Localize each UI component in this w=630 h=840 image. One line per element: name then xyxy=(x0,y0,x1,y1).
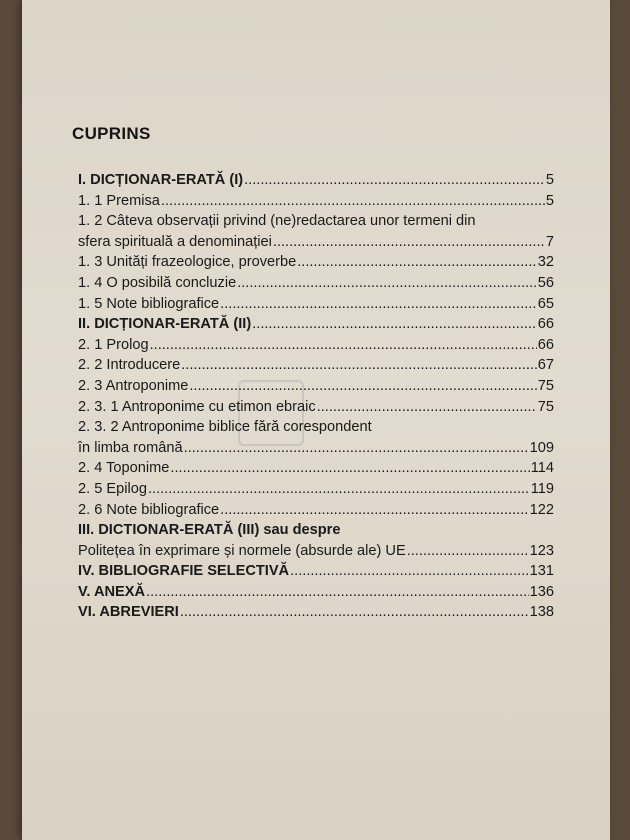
leader-dots xyxy=(184,438,529,459)
toc-entry xyxy=(78,397,554,418)
toc-entry xyxy=(78,582,554,603)
toc-entry-title: 1. 4 O posibilă concluzie xyxy=(78,274,237,291)
leader-dots xyxy=(146,582,529,603)
toc-entry-title: în limba română xyxy=(78,439,183,456)
leader-dots xyxy=(407,541,529,562)
toc-entry-page: 32 xyxy=(537,254,554,271)
toc-entry-title: sfera spirituală a denominației xyxy=(78,233,272,250)
toc-entry-title: 2. 3. 1 Antroponime cu etimon ebraic xyxy=(78,398,316,415)
toc-entry-title-line: 2. 3. 2 Antroponime biblice fără corespondent xyxy=(78,419,372,436)
toc-entry xyxy=(78,273,554,294)
toc-entry-page: 7 xyxy=(545,233,554,250)
toc-entry-page: 5 xyxy=(545,192,554,209)
page-title: CUPRINS xyxy=(72,124,151,143)
toc-entry xyxy=(78,170,554,191)
toc-entry-title: 2. 4 Toponime xyxy=(78,460,170,477)
toc-entry xyxy=(78,191,554,212)
toc-entry-page: 75 xyxy=(537,398,554,415)
toc-entry-page: 66 xyxy=(537,336,554,353)
toc-entry-page: 136 xyxy=(529,583,554,600)
toc-entry-title: 2. 2 Introducere xyxy=(78,357,181,374)
toc-entry-page: 56 xyxy=(537,274,554,291)
toc-entry-title: 1. 1 Premisa xyxy=(78,192,160,209)
toc-entry xyxy=(78,211,554,252)
toc-entry-title: Politețea în exprimare și normele (absurde ale) UE xyxy=(78,542,406,559)
toc-entry xyxy=(78,355,554,376)
toc-entry-page: 5 xyxy=(545,172,554,188)
leader-dots xyxy=(220,294,537,315)
toc-entry-page: 114 xyxy=(530,460,554,477)
leader-dots xyxy=(181,355,537,376)
toc-entry-title: V. ANEXĂ xyxy=(78,583,146,600)
table-of-contents xyxy=(78,170,554,623)
toc-entry xyxy=(78,252,554,273)
leader-dots xyxy=(189,376,536,397)
leader-dots xyxy=(237,273,537,294)
toc-entry-page: 138 xyxy=(529,604,554,621)
toc-entry xyxy=(78,479,554,500)
toc-entry-title: 2. 6 Note bibliografice xyxy=(78,501,220,518)
leader-dots xyxy=(180,602,529,623)
toc-entry xyxy=(78,520,554,561)
toc-entry-page: 119 xyxy=(530,480,554,497)
toc-entry-page: 65 xyxy=(537,295,554,312)
toc-entry-title: 2. 3 Antroponime xyxy=(78,377,189,394)
toc-entry xyxy=(78,602,554,623)
toc-entry-title: I. DICȚIONAR-ERATĂ (I) xyxy=(78,172,244,188)
toc-entry xyxy=(78,458,554,479)
toc-entry-page: 122 xyxy=(529,501,554,518)
toc-entry xyxy=(78,335,554,356)
toc-entry-title: II. DICȚIONAR-ERATĂ (II) xyxy=(78,316,252,333)
leader-dots xyxy=(244,170,545,191)
leader-dots xyxy=(297,252,537,273)
leader-dots xyxy=(317,397,537,418)
toc-entry-title: 2. 5 Epilog xyxy=(78,480,147,497)
toc-entry-page: 66 xyxy=(537,316,554,333)
toc-entry-title-line: III. DICTIONAR-ERATĂ (III) sau despre xyxy=(78,522,341,539)
leader-dots xyxy=(150,335,537,356)
toc-entry-title: 1. 3 Unități frazeologice, proverbe xyxy=(78,254,297,271)
toc-entry xyxy=(78,294,554,315)
leader-dots xyxy=(148,479,530,500)
toc-entry xyxy=(78,417,554,458)
leader-dots xyxy=(161,191,545,212)
leader-dots xyxy=(220,500,528,521)
toc-entry xyxy=(78,500,554,521)
toc-entry-page: 75 xyxy=(537,377,554,394)
toc-entry xyxy=(78,376,554,397)
toc-entry-page: 131 xyxy=(529,563,554,580)
toc-entry xyxy=(78,561,554,582)
toc-entry xyxy=(78,314,554,335)
leader-dots xyxy=(170,458,529,479)
toc-entry-title: IV. BIBLIOGRAFIE SELECTIVĂ xyxy=(78,563,290,580)
toc-entry-page: 123 xyxy=(529,542,554,559)
leader-dots xyxy=(273,232,545,253)
toc-entry-title: VI. ABREVIERI xyxy=(78,604,179,621)
toc-entry-page: 109 xyxy=(529,439,554,456)
toc-entry-title: 2. 1 Prolog xyxy=(78,336,149,353)
leader-dots xyxy=(290,561,529,582)
toc-entry-title-line: 1. 2 Câteva observații privind (ne)redactarea unor termeni din xyxy=(78,213,476,230)
toc-entry-title: 1. 5 Note bibliografice xyxy=(78,295,220,312)
leader-dots xyxy=(252,314,537,335)
toc-entry-page: 67 xyxy=(537,357,554,374)
